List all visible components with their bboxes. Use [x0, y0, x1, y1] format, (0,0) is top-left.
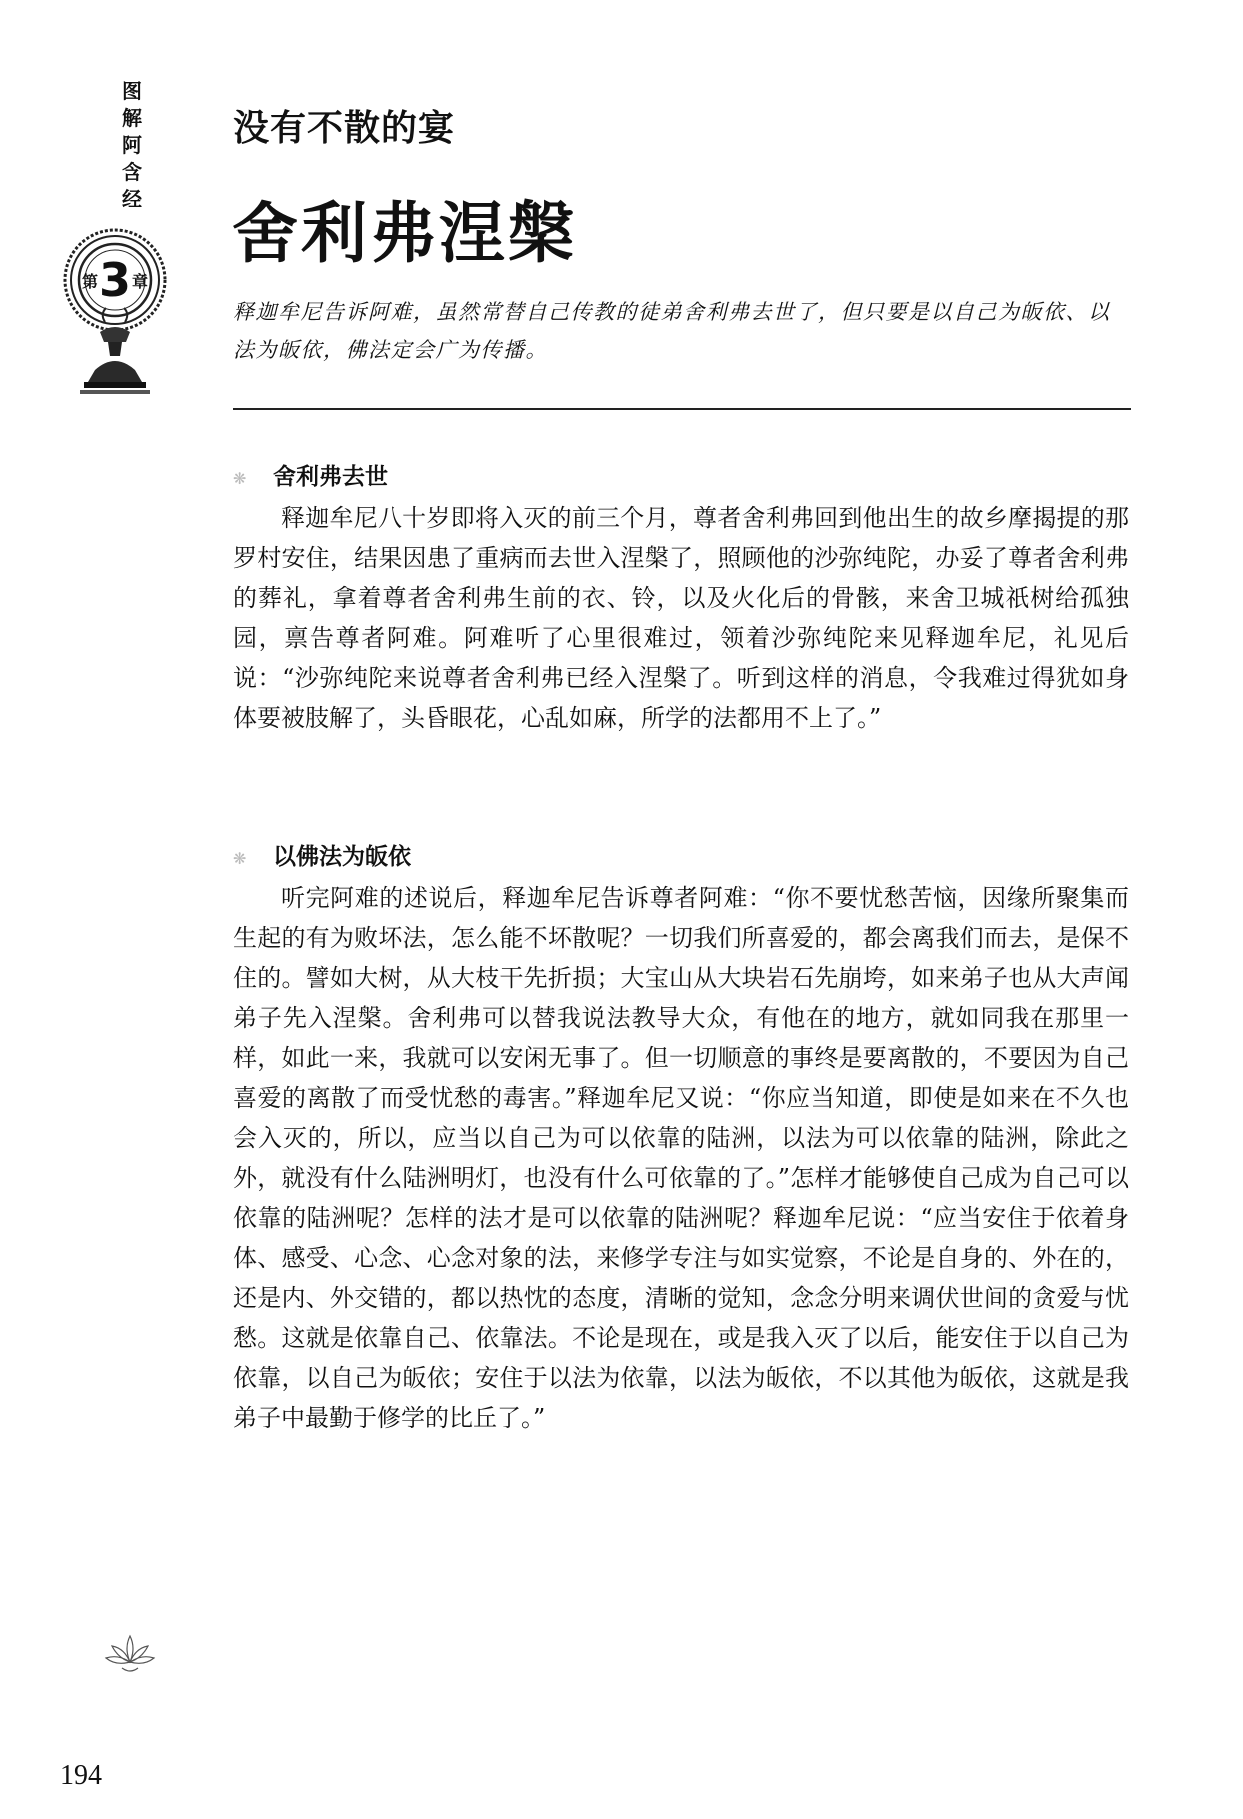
divider — [233, 408, 1131, 410]
chapter-label — [70, 250, 160, 310]
series-char: 含 — [122, 160, 142, 184]
chapter-emblem — [60, 210, 170, 410]
series-char: 图 — [122, 79, 142, 103]
section-body: 听完阿难的述说后，释迦牟尼告诉尊者阿难：“你不要忧愁苦恼，因缘所聚集而生起的有为败坏法，怎么能不坏散呢？一切我们所喜爱的，都会离我们而去，是保不住的。譬如大树，从大枝干先折损；大宝山从大块岩石先崩垮，如来弟子也从大声闻弟子先入涅槃。舍利弗可以替我说法教导大众，有他在的地方，就如同我在那里一样，如此一来，我就可以安闲无事了。但一切顺意的事终是要离散的，不要因为自己喜爱的离散了而受忧愁的毒害。”释迦牟尼又说：“你应当知道，即使是如来在不久也会入灭的，所以，应当以自己为可以依靠的陆洲，以法为可以依靠的陆洲，除此之外，就没有什么陆洲明灯，也没有什么可依靠的了。”怎样才能够使自己成为自己可以依靠的陆洲呢？怎样的法才是可以依靠的陆洲呢？释迦牟尼说：“应当安住于依着身体、感受、心念、心念对象的法，来修学专注与如实觉察，不论是自身的、外在的，还是内、外交错的，都以热忱的态度，清晰的觉知，念念分明来调伏世间的贪爱与忧愁。这就是依靠自己、依靠法。不论是现在，或是我入灭了以后，能安住于以自己为依靠，以自己为皈依；安住于以法为依靠，以法为皈依，不以其他为皈依，这就是我弟子中最勤于修学的比丘了。” — [233, 884, 1129, 1432]
section-heading-text: 舍利弗去世 — [273, 464, 388, 490]
chapter-emblem-icon — [60, 210, 170, 410]
section-heading-text: 以佛法为皈依 — [273, 844, 411, 870]
page-number: 194 — [60, 1760, 102, 1791]
ornament-icon: ❋ — [233, 469, 247, 488]
intro-summary: 释迦牟尼告诉阿难，虽然常替自己传教的徒弟舍利弗去世了，但只要是以自己为皈依、以法为皈依，佛法定会广为传播。 — [233, 300, 1111, 362]
ornament-icon: ❋ — [233, 849, 247, 868]
lotus-ornament-icon — [100, 1628, 160, 1678]
book-series-title — [117, 78, 147, 213]
section-body: 释迦牟尼八十岁即将入灭的前三个月，尊者舍利弗回到他出生的故乡摩揭提的那罗村安住，结果因患了重病而去世入涅槃了，照顾他的沙弥纯陀，办妥了尊者舍利弗的葬礼，拿着尊者舍利弗生前的衣、铃，以及火化后的骨骸，来舍卫城祇树给孤独园，禀告尊者阿难。阿难听了心里很难过，领着沙弥纯陀来见释迦牟尼，礼见后说：“沙弥纯陀来说尊者舍利弗已经入涅槃了。听到这样的消息，令我难过得犹如身体要被肢解了，头昏眼花，心乱如麻，所学的法都用不上了。” — [233, 504, 1129, 732]
chapter-prefix: 第 — [81, 271, 98, 291]
series-char: 阿 — [122, 133, 142, 157]
chapter-number: 3 — [98, 253, 131, 307]
chapter-suffix: 章 — [132, 271, 149, 291]
section-heading — [233, 458, 388, 491]
series-char: 经 — [122, 187, 142, 211]
section-heading — [233, 838, 411, 871]
section-subtitle: 没有不散的宴 — [233, 107, 456, 149]
series-char: 解 — [122, 106, 142, 130]
section-title: 舍利弗涅槃 — [232, 194, 577, 272]
